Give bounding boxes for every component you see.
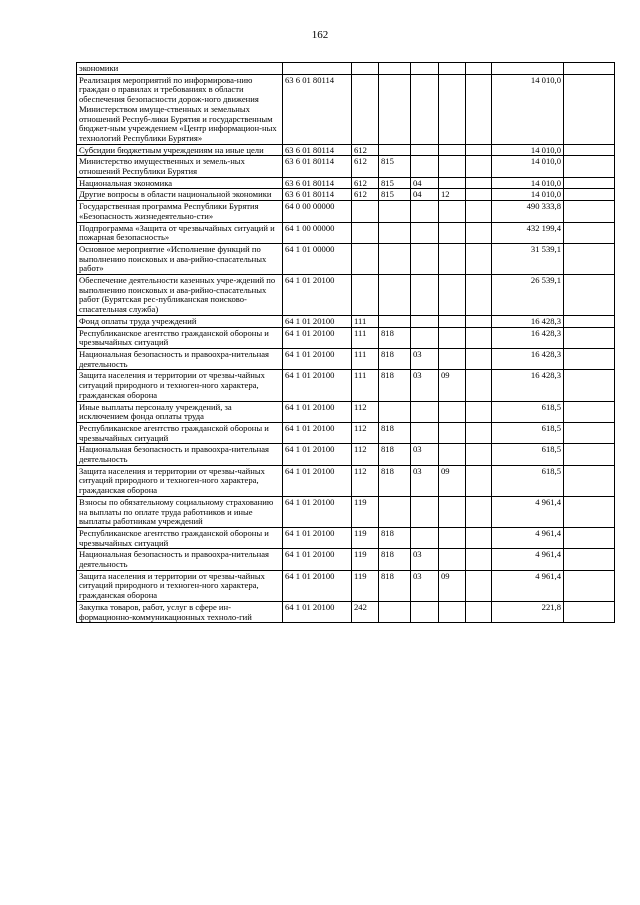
table-row	[77, 370, 615, 401]
table-row	[77, 401, 615, 422]
cell-empty	[466, 527, 492, 548]
cell-amount: 16 428,3	[492, 348, 564, 369]
cell-expense-type	[352, 74, 379, 144]
cell-name: Национальная экономика	[77, 177, 283, 189]
cell-amount: 16 428,3	[492, 370, 564, 401]
cell-empty	[466, 275, 492, 316]
cell-expense-type	[352, 63, 379, 75]
cell-section	[411, 275, 439, 316]
cell-expense-type	[352, 201, 379, 222]
cell-subsection: 12	[439, 189, 466, 201]
cell-target-article: 64 1 00 00000	[283, 222, 352, 243]
cell-name: Обеспечение деятельности казенных учре-ждений по выполнению поисковых и ава-рийно-спасательных работ (Бурятская рес-публиканская поисково-спасательная служба)	[77, 275, 283, 316]
cell-target-article: 64 1 01 20100	[283, 570, 352, 601]
cell-empty	[466, 327, 492, 348]
cell-section	[411, 243, 439, 274]
cell-administrator: 818	[379, 549, 411, 570]
table-row	[77, 63, 615, 75]
cell-administrator	[379, 401, 411, 422]
cell-empty	[466, 549, 492, 570]
cell-section: 03	[411, 348, 439, 369]
cell-section: 04	[411, 177, 439, 189]
cell-empty	[466, 74, 492, 144]
cell-empty	[466, 243, 492, 274]
cell-amount: 4 961,4	[492, 570, 564, 601]
cell-empty-last	[564, 201, 615, 222]
table-row	[77, 201, 615, 222]
cell-empty	[466, 315, 492, 327]
cell-section	[411, 315, 439, 327]
cell-empty	[466, 144, 492, 156]
table-row	[77, 275, 615, 316]
cell-administrator	[379, 74, 411, 144]
cell-administrator: 818	[379, 370, 411, 401]
cell-empty	[466, 201, 492, 222]
table-body	[77, 63, 615, 623]
cell-subsection	[439, 348, 466, 369]
cell-expense-type: 119	[352, 496, 379, 527]
cell-subsection	[439, 144, 466, 156]
cell-empty	[466, 601, 492, 622]
cell-expense-type	[352, 275, 379, 316]
cell-subsection	[439, 401, 466, 422]
cell-section	[411, 63, 439, 75]
cell-subsection	[439, 275, 466, 316]
cell-target-article: 64 1 01 20100	[283, 527, 352, 548]
table-row	[77, 189, 615, 201]
cell-section	[411, 527, 439, 548]
cell-section: 03	[411, 570, 439, 601]
page-number: 162	[311, 29, 329, 41]
table-row	[77, 570, 615, 601]
cell-empty-last	[564, 144, 615, 156]
cell-subsection	[439, 63, 466, 75]
cell-empty-last	[564, 601, 615, 622]
cell-administrator	[379, 275, 411, 316]
table-row	[77, 222, 615, 243]
cell-amount: 26 539,1	[492, 275, 564, 316]
table-row	[77, 422, 615, 443]
cell-amount: 618,5	[492, 465, 564, 496]
table-row	[77, 177, 615, 189]
cell-empty	[466, 63, 492, 75]
cell-section	[411, 222, 439, 243]
cell-administrator: 818	[379, 348, 411, 369]
cell-empty-last	[564, 74, 615, 144]
cell-name: Национальная безопасность и правоохра-нительная деятельность	[77, 444, 283, 465]
cell-empty-last	[564, 275, 615, 316]
cell-administrator: 818	[379, 465, 411, 496]
cell-section	[411, 201, 439, 222]
cell-amount: 31 539,1	[492, 243, 564, 274]
cell-empty	[466, 177, 492, 189]
budget-table	[76, 62, 615, 623]
cell-target-article: 64 1 01 20100	[283, 465, 352, 496]
cell-administrator	[379, 63, 411, 75]
cell-administrator: 818	[379, 422, 411, 443]
cell-amount: 16 428,3	[492, 315, 564, 327]
cell-subsection	[439, 177, 466, 189]
cell-section	[411, 156, 439, 177]
cell-name: Защита населения и территории от чрезвы-чайных ситуаций природного и техноген-ного характера, гражданская оборона	[77, 570, 283, 601]
cell-empty	[466, 348, 492, 369]
cell-empty	[466, 465, 492, 496]
cell-subsection: 09	[439, 370, 466, 401]
cell-name: Республиканское агентство гражданской обороны и чрезвычайных ситуаций	[77, 327, 283, 348]
cell-amount: 14 010,0	[492, 144, 564, 156]
cell-administrator: 818	[379, 444, 411, 465]
table-row	[77, 549, 615, 570]
cell-amount: 221,8	[492, 601, 564, 622]
cell-name: Фонд оплаты труда учреждений	[77, 315, 283, 327]
cell-subsection	[439, 444, 466, 465]
cell-section: 03	[411, 465, 439, 496]
cell-subsection: 09	[439, 570, 466, 601]
table-row	[77, 496, 615, 527]
cell-amount: 14 010,0	[492, 156, 564, 177]
cell-amount: 432 199,4	[492, 222, 564, 243]
table-row	[77, 315, 615, 327]
cell-section	[411, 401, 439, 422]
cell-subsection	[439, 201, 466, 222]
cell-empty-last	[564, 222, 615, 243]
cell-target-article: 64 0 00 00000	[283, 201, 352, 222]
cell-amount: 490 333,8	[492, 201, 564, 222]
cell-expense-type: 112	[352, 444, 379, 465]
cell-empty	[466, 444, 492, 465]
cell-target-article: 64 1 01 20100	[283, 370, 352, 401]
cell-empty-last	[564, 156, 615, 177]
cell-name: Основное мероприятие «Исполнение функций по выполнению поисковых и ава-рийно-спасательных работ»	[77, 243, 283, 274]
cell-subsection: 09	[439, 465, 466, 496]
cell-name: Взносы по обязательному социальному страхованию на выплаты по оплате труда работников и иные выплаты работникам учреждений	[77, 496, 283, 527]
cell-name: Государственная программа Республики Бурятия «Безопасность жизнедеятельно-сти»	[77, 201, 283, 222]
cell-amount: 618,5	[492, 401, 564, 422]
cell-name: Реализация мероприятий по информирова-нию граждан о правилах и требованиях в области обеспечения безопасности дорож-ного движения Министерством имуще-ственных и земельных отношений Респуб-лики Бурятия и государственным бюджет-ным учреждением «Центр информацион-ных технологий Республики Бурятия»	[77, 74, 283, 144]
cell-name: Субсидии бюджетным учреждениям на иные цели	[77, 144, 283, 156]
cell-empty-last	[564, 348, 615, 369]
cell-subsection	[439, 549, 466, 570]
cell-subsection	[439, 422, 466, 443]
cell-administrator: 818	[379, 327, 411, 348]
cell-expense-type: 119	[352, 549, 379, 570]
cell-target-article: 63 6 01 80114	[283, 189, 352, 201]
cell-empty-last	[564, 370, 615, 401]
cell-empty	[466, 422, 492, 443]
table-row	[77, 144, 615, 156]
cell-name: Республиканское агентство гражданской обороны и чрезвычайных ситуаций	[77, 422, 283, 443]
cell-target-article: 64 1 01 20100	[283, 422, 352, 443]
cell-empty-last	[564, 401, 615, 422]
cell-administrator: 818	[379, 527, 411, 548]
cell-subsection	[439, 156, 466, 177]
cell-name: Иные выплаты персоналу учреждений, за исключением фонда оплаты труда	[77, 401, 283, 422]
cell-target-article: 64 1 01 20100	[283, 401, 352, 422]
cell-subsection	[439, 496, 466, 527]
cell-administrator	[379, 496, 411, 527]
cell-target-article: 63 6 01 80114	[283, 177, 352, 189]
cell-amount: 14 010,0	[492, 177, 564, 189]
cell-empty	[466, 401, 492, 422]
cell-section	[411, 74, 439, 144]
cell-section: 03	[411, 444, 439, 465]
cell-section: 03	[411, 370, 439, 401]
cell-empty-last	[564, 327, 615, 348]
cell-name: Другие вопросы в области национальной экономики	[77, 189, 283, 201]
cell-expense-type: 111	[352, 370, 379, 401]
cell-subsection	[439, 601, 466, 622]
cell-expense-type: 242	[352, 601, 379, 622]
cell-expense-type: 119	[352, 570, 379, 601]
cell-name: Национальная безопасность и правоохра-нительная деятельность	[77, 348, 283, 369]
table-row	[77, 156, 615, 177]
cell-expense-type: 612	[352, 177, 379, 189]
cell-subsection	[439, 327, 466, 348]
cell-empty-last	[564, 496, 615, 527]
cell-amount: 618,5	[492, 422, 564, 443]
cell-expense-type: 111	[352, 327, 379, 348]
cell-expense-type: 612	[352, 189, 379, 201]
cell-amount: 4 961,4	[492, 549, 564, 570]
cell-empty-last	[564, 189, 615, 201]
cell-empty	[466, 189, 492, 201]
cell-target-article: 64 1 01 20100	[283, 601, 352, 622]
cell-target-article: 64 1 01 20100	[283, 444, 352, 465]
cell-empty-last	[564, 63, 615, 75]
table-row	[77, 327, 615, 348]
cell-target-article: 63 6 01 80114	[283, 144, 352, 156]
cell-subsection	[439, 74, 466, 144]
cell-administrator: 815	[379, 156, 411, 177]
cell-target-article: 64 1 01 20100	[283, 496, 352, 527]
cell-amount: 4 961,4	[492, 496, 564, 527]
cell-amount: 618,5	[492, 444, 564, 465]
cell-target-article: 64 1 01 20100	[283, 348, 352, 369]
cell-empty-last	[564, 422, 615, 443]
cell-section	[411, 601, 439, 622]
cell-name: Защита населения и территории от чрезвы-чайных ситуаций природного и техноген-ного характера, гражданская оборона	[77, 370, 283, 401]
table-row	[77, 243, 615, 274]
cell-amount: 14 010,0	[492, 189, 564, 201]
cell-name: экономики	[77, 63, 283, 75]
cell-empty	[466, 496, 492, 527]
cell-expense-type	[352, 222, 379, 243]
cell-name: Министерство имущественных и земель-ных отношений Республики Бурятия	[77, 156, 283, 177]
table-row	[77, 465, 615, 496]
cell-expense-type: 612	[352, 156, 379, 177]
cell-administrator: 815	[379, 177, 411, 189]
cell-administrator	[379, 315, 411, 327]
cell-administrator	[379, 222, 411, 243]
table-row	[77, 74, 615, 144]
cell-target-article: 64 1 01 00000	[283, 243, 352, 274]
cell-section: 03	[411, 549, 439, 570]
cell-name: Защита населения и территории от чрезвы-чайных ситуаций природного и техноген-ного характера, гражданская оборона	[77, 465, 283, 496]
cell-name: Национальная безопасность и правоохра-нительная деятельность	[77, 549, 283, 570]
cell-target-article: 64 1 01 20100	[283, 549, 352, 570]
table-row	[77, 601, 615, 622]
table-row	[77, 444, 615, 465]
cell-empty-last	[564, 177, 615, 189]
cell-empty-last	[564, 444, 615, 465]
cell-administrator	[379, 601, 411, 622]
cell-empty-last	[564, 527, 615, 548]
cell-amount: 16 428,3	[492, 327, 564, 348]
cell-target-article: 63 6 01 80114	[283, 74, 352, 144]
cell-target-article: 64 1 01 20100	[283, 315, 352, 327]
cell-expense-type: 112	[352, 401, 379, 422]
cell-administrator	[379, 144, 411, 156]
cell-expense-type: 612	[352, 144, 379, 156]
cell-section	[411, 496, 439, 527]
cell-expense-type: 111	[352, 315, 379, 327]
cell-subsection	[439, 243, 466, 274]
cell-section: 04	[411, 189, 439, 201]
cell-subsection	[439, 222, 466, 243]
table-row	[77, 527, 615, 548]
cell-expense-type: 112	[352, 465, 379, 496]
cell-empty	[466, 370, 492, 401]
cell-name: Закупка товаров, работ, услуг в сфере ин-формационно-коммуникационных техноло-гий	[77, 601, 283, 622]
cell-subsection	[439, 315, 466, 327]
cell-target-article: 64 1 01 20100	[283, 327, 352, 348]
cell-administrator	[379, 243, 411, 274]
cell-section	[411, 144, 439, 156]
cell-amount: 4 961,4	[492, 527, 564, 548]
cell-empty-last	[564, 243, 615, 274]
cell-section	[411, 327, 439, 348]
cell-amount	[492, 63, 564, 75]
cell-empty-last	[564, 549, 615, 570]
cell-target-article: 63 6 01 80114	[283, 156, 352, 177]
cell-subsection	[439, 527, 466, 548]
cell-administrator: 818	[379, 570, 411, 601]
cell-empty-last	[564, 465, 615, 496]
cell-target-article	[283, 63, 352, 75]
cell-empty-last	[564, 315, 615, 327]
cell-empty	[466, 570, 492, 601]
cell-expense-type	[352, 243, 379, 274]
cell-empty-last	[564, 570, 615, 601]
cell-expense-type: 112	[352, 422, 379, 443]
cell-section	[411, 422, 439, 443]
cell-administrator	[379, 201, 411, 222]
cell-administrator: 815	[379, 189, 411, 201]
cell-expense-type: 111	[352, 348, 379, 369]
cell-name: Республиканское агентство гражданской обороны и чрезвычайных ситуаций	[77, 527, 283, 548]
cell-amount: 14 010,0	[492, 74, 564, 144]
cell-target-article: 64 1 01 20100	[283, 275, 352, 316]
cell-expense-type: 119	[352, 527, 379, 548]
table-row	[77, 348, 615, 369]
cell-empty	[466, 222, 492, 243]
cell-empty	[466, 156, 492, 177]
cell-name: Подпрограмма «Защита от чрезвычайных ситуаций и пожарная безопасность»	[77, 222, 283, 243]
